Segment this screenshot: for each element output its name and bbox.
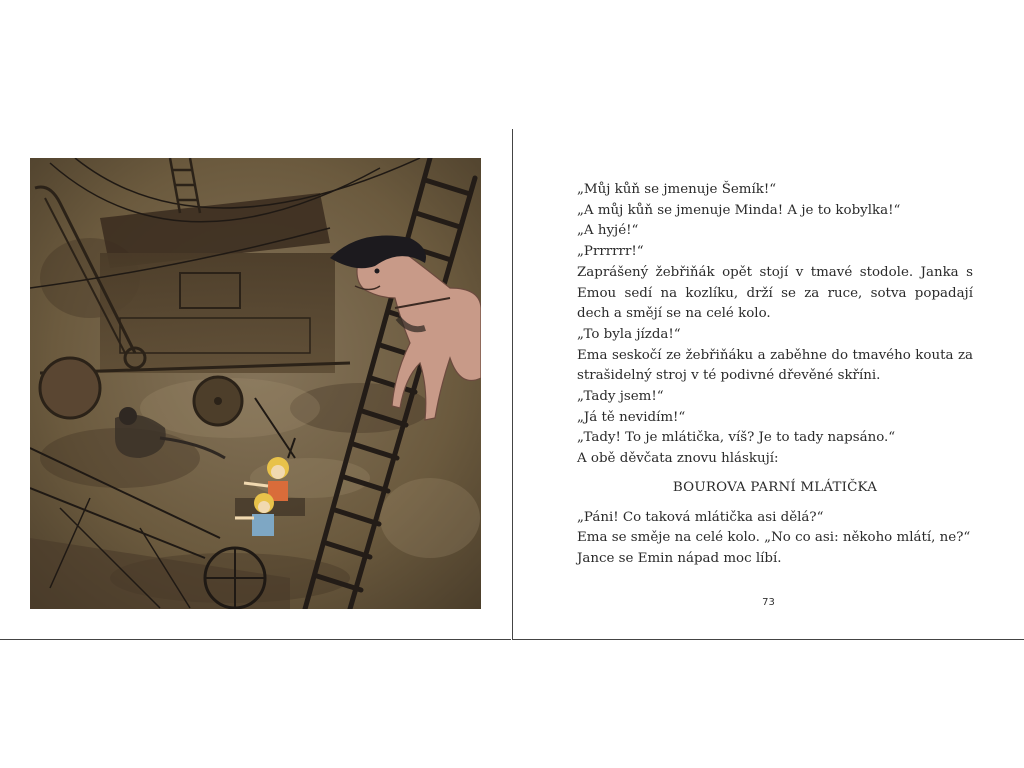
dialogue-line: „A můj kůň se jmenuje Minda! A je to kobylka!“	[577, 202, 901, 218]
left-page	[0, 129, 511, 640]
dialogue-line: „Tady jsem!“	[577, 389, 664, 405]
dialogue-line: „A hyjé!“	[577, 223, 639, 239]
dialogue-line: „Já tě nevidím!“	[577, 409, 686, 425]
narrative-paragraph: Zaprášený žebřiňák opět stojí v tmavé stodole. Janka s Emou sedí na kozlíku, drží se za ruce, sotva popadají dech a smějí se na celé kolo.	[577, 264, 973, 322]
dialogue-line: „Prrrrrr!“	[577, 244, 644, 260]
right-page	[512, 129, 1024, 640]
book-illustration	[30, 158, 481, 609]
dialogue-line: Ema se směje na celé kolo. „No co asi: někoho mlátí, ne?“	[577, 530, 971, 546]
narrative-paragraph: Ema seskočí ze žebřiňáku a zaběhne do tmavého kouta za strašidelný stroj v té podivné dřevěné skříni.	[577, 347, 973, 384]
illustration-barn-scene	[30, 158, 481, 609]
book-spread	[0, 129, 1024, 639]
dialogue-line: „To byla jízda!“	[577, 326, 681, 342]
narrative-line: Jance se Emin nápad moc líbí.	[577, 550, 782, 566]
story-text	[577, 180, 973, 570]
narrative-line: A obě děvčata znovu hláskují:	[577, 451, 779, 467]
dialogue-line: „Páni! Co taková mlátička asi dělá?“	[577, 509, 824, 525]
page-number: 73	[762, 597, 775, 608]
dialogue-line: „Můj kůň se jmenuje Šemík!“	[577, 182, 777, 197]
dialogue-line: „Tady! To je mlátička, víš? Je to tady napsáno.“	[577, 430, 896, 446]
machine-name-heading: BOUROVA PARNÍ MLÁTIČKA	[672, 479, 878, 495]
